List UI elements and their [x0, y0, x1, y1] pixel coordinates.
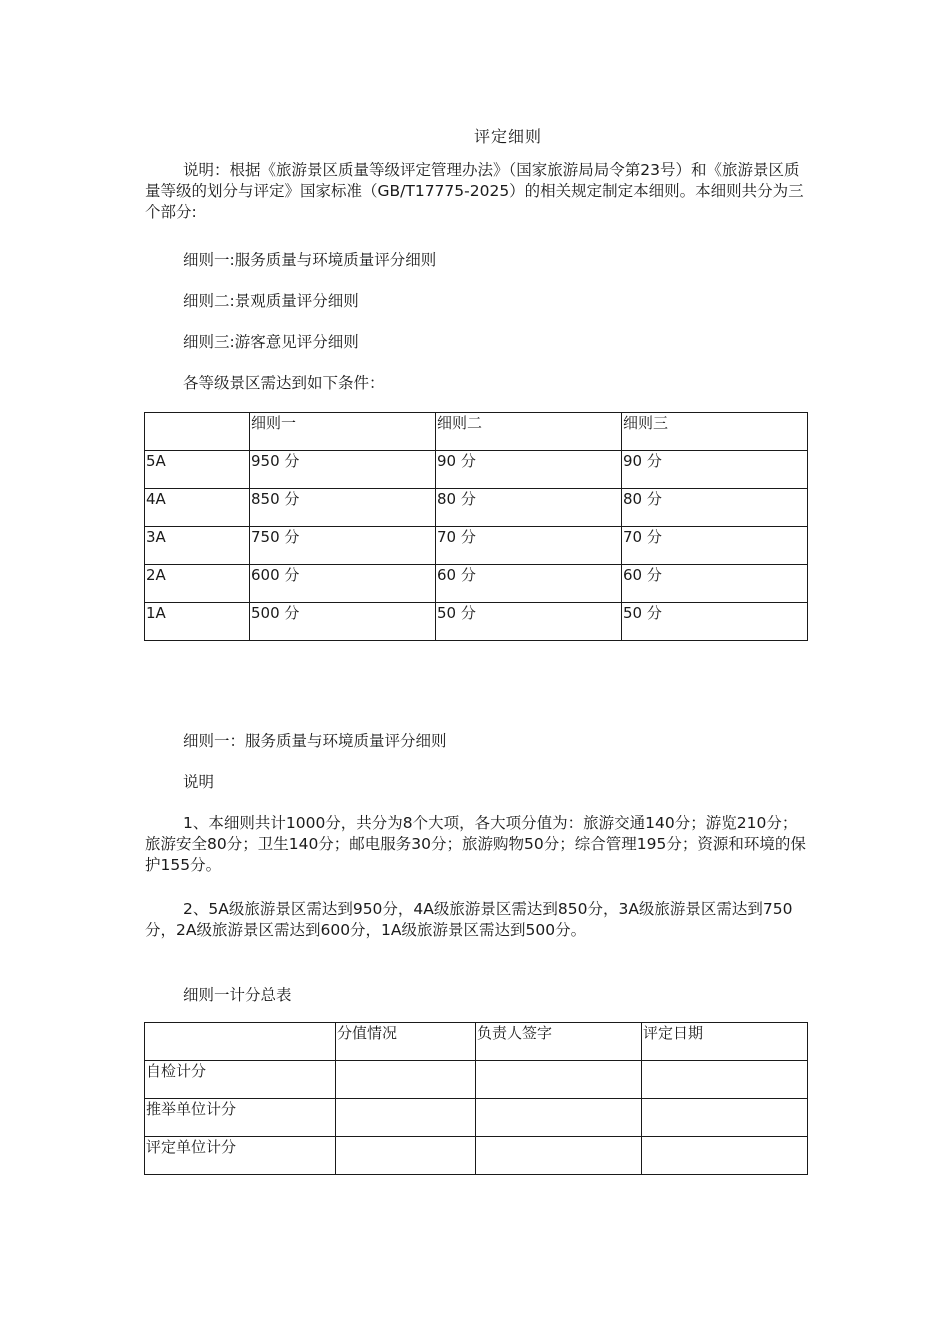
- table-row: [145, 527, 808, 565]
- table-row: [145, 603, 808, 641]
- table-cell: [145, 413, 250, 451]
- table-cell: [145, 1023, 336, 1061]
- table-cell: 自检计分: [145, 1061, 336, 1099]
- table-row: [145, 489, 808, 527]
- table-cell: 70 分: [622, 527, 808, 565]
- table-row: [145, 1137, 808, 1175]
- table-cell: 细则二: [436, 413, 622, 451]
- table-cell: [642, 1137, 808, 1175]
- table-cell: 50 分: [622, 603, 808, 641]
- table-cell: 3A: [145, 527, 250, 565]
- table-cell: [336, 1061, 476, 1099]
- table-cell: [476, 1137, 642, 1175]
- section1-title: 细则一：服务质量与环境质量评分细则: [183, 732, 447, 750]
- table-cell: [642, 1099, 808, 1137]
- table-cell: 600 分: [250, 565, 436, 603]
- table-cell: 细则一: [250, 413, 436, 451]
- page-title: 评定细则: [473, 127, 542, 146]
- table-cell: 500 分: [250, 603, 436, 641]
- table-cell: 90 分: [622, 451, 808, 489]
- rule-item-1: 细则一:服务质量与环境质量评分细则: [183, 251, 437, 269]
- table-cell: 评定单位计分: [145, 1137, 336, 1175]
- grade-conditions-table: [144, 412, 808, 641]
- table-row: [145, 451, 808, 489]
- explain-label: 说明: [183, 773, 215, 791]
- table-cell: 分值情况: [336, 1023, 476, 1061]
- table-row: [145, 565, 808, 603]
- table-header-row: [145, 1023, 808, 1061]
- table-cell: 950 分: [250, 451, 436, 489]
- table-cell: 90 分: [436, 451, 622, 489]
- table-cell: 2A: [145, 565, 250, 603]
- table-cell: [336, 1099, 476, 1137]
- table-header-row: [145, 413, 808, 451]
- intro-paragraph: 说明：根据《旅游景区质量等级评定管理办法》（国家旅游局局令第23号）和《旅游景区质量等级的划分与评定》国家标准（GB/T17775-2025）的相关规定制定本细则。本细则共分为三个部分:: [145, 161, 804, 221]
- table-cell: 50 分: [436, 603, 622, 641]
- summary-label: 细则一计分总表: [183, 986, 292, 1004]
- note-paragraph-2: 2、5A级旅游景区需达到950分，4A级旅游景区需达到850分，3A级旅游景区需达到750分，2A级旅游景区需达到600分，1A级旅游景区需达到500分。: [145, 900, 793, 939]
- table-cell: 60 分: [622, 565, 808, 603]
- conditions-label: 各等级景区需达到如下条件：: [183, 374, 385, 392]
- table-cell: 4A: [145, 489, 250, 527]
- rule-item-3: 细则三:游客意见评分细则: [183, 333, 359, 351]
- table-cell: [476, 1099, 642, 1137]
- table-cell: 80 分: [622, 489, 808, 527]
- table-cell: 80 分: [436, 489, 622, 527]
- table-row: [145, 1099, 808, 1137]
- table-cell: 5A: [145, 451, 250, 489]
- table-cell: 细则三: [622, 413, 808, 451]
- table-cell: 负责人签字: [476, 1023, 642, 1061]
- table-cell: 750 分: [250, 527, 436, 565]
- table-cell: [336, 1137, 476, 1175]
- table-cell: 70 分: [436, 527, 622, 565]
- score-summary-table: [144, 1022, 808, 1175]
- table-cell: 推举单位计分: [145, 1099, 336, 1137]
- table-cell: 评定日期: [642, 1023, 808, 1061]
- table-cell: [476, 1061, 642, 1099]
- table-cell: [642, 1061, 808, 1099]
- table-row: [145, 1061, 808, 1099]
- table-cell: 1A: [145, 603, 250, 641]
- table-cell: 60 分: [436, 565, 622, 603]
- table-cell: 850 分: [250, 489, 436, 527]
- rule-item-2: 细则二:景观质量评分细则: [183, 292, 359, 310]
- note-paragraph-1: 1、本细则共计1000分，共分为8个大项，各大项分值为：旅游交通140分；游览210分；旅游安全80分；卫生140分；邮电服务30分；旅游购物50分；综合管理195分；资源和环境的保护155分。: [145, 814, 806, 874]
